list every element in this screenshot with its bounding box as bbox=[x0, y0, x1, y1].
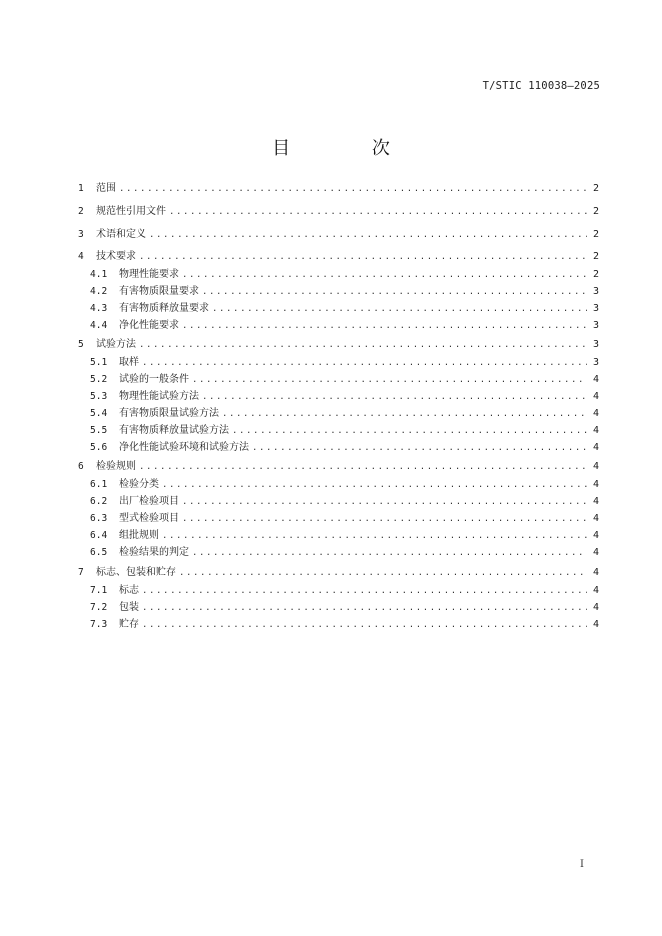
toc-entry-number: 5.2 bbox=[90, 374, 108, 385]
toc-entry-page: 2 bbox=[592, 251, 599, 262]
toc-entry-page: 4 bbox=[592, 619, 599, 630]
toc-entry-label: 有害物质限量要求 bbox=[119, 286, 199, 297]
toc-entry-label: 净化性能要求 bbox=[119, 320, 179, 331]
toc-leader-dots bbox=[139, 460, 587, 474]
toc-entry-label: 标志、包装和贮存 bbox=[96, 567, 176, 578]
toc-entry-number: 7.2 bbox=[90, 602, 108, 613]
toc-entry-page: 4 bbox=[592, 461, 599, 472]
toc-entry[interactable] bbox=[90, 512, 599, 526]
toc-entry-page: 4 bbox=[592, 585, 599, 596]
toc-entry-label: 检验结果的判定 bbox=[119, 547, 189, 558]
toc-entry[interactable] bbox=[78, 338, 599, 352]
toc-entry-page: 4 bbox=[592, 513, 599, 524]
toc-entry-label: 取样 bbox=[119, 357, 139, 368]
toc-leader-dots bbox=[192, 546, 587, 560]
toc-entry-number: 1 bbox=[78, 183, 84, 194]
toc-entry-number: 5.5 bbox=[90, 425, 108, 436]
toc-leader-dots bbox=[182, 512, 587, 526]
toc-entry[interactable] bbox=[90, 441, 599, 455]
toc-entry-page: 2 bbox=[592, 269, 599, 280]
toc-leader-dots bbox=[182, 268, 587, 282]
toc-entry-label: 组批规则 bbox=[119, 530, 159, 541]
toc-entry-label: 有害物质限量试验方法 bbox=[119, 408, 219, 419]
toc-leader-dots bbox=[142, 356, 587, 370]
toc-leader-dots bbox=[252, 441, 587, 455]
toc-leader-dots bbox=[142, 584, 587, 598]
toc-entry[interactable] bbox=[78, 566, 599, 580]
toc-entry-page: 4 bbox=[592, 602, 599, 613]
toc-entry[interactable] bbox=[90, 529, 599, 543]
toc-entry-label: 有害物质释放量试验方法 bbox=[119, 425, 229, 436]
toc-leader-dots bbox=[232, 424, 587, 438]
toc-entry[interactable] bbox=[78, 182, 599, 196]
toc-entry[interactable] bbox=[90, 356, 599, 370]
toc-entry-page: 4 bbox=[592, 374, 599, 385]
toc-entry-number: 5.6 bbox=[90, 442, 108, 453]
toc-leader-dots bbox=[179, 566, 587, 580]
toc-entry-label: 范围 bbox=[96, 183, 116, 194]
toc-leader-dots bbox=[162, 478, 587, 492]
toc-leader-dots bbox=[182, 495, 587, 509]
toc-entry[interactable] bbox=[90, 584, 599, 598]
toc-entry-page: 4 bbox=[592, 479, 599, 490]
page-number: I bbox=[580, 859, 584, 870]
toc-entry-label: 试验方法 bbox=[96, 339, 136, 350]
toc-leader-dots bbox=[142, 601, 587, 615]
toc-entry-page: 3 bbox=[592, 357, 599, 368]
toc-leader-dots bbox=[162, 529, 587, 543]
toc-entry-label: 检验分类 bbox=[119, 479, 159, 490]
toc-entry-number: 2 bbox=[78, 206, 84, 217]
document-code: T/STIC 110038—2025 bbox=[482, 80, 600, 92]
toc-entry-number: 6 bbox=[78, 461, 84, 472]
toc-leader-dots bbox=[202, 390, 587, 404]
toc-entry-page: 4 bbox=[592, 547, 599, 558]
toc-entry[interactable] bbox=[90, 495, 599, 509]
toc-entry[interactable] bbox=[78, 250, 599, 264]
toc-entry-page: 4 bbox=[592, 425, 599, 436]
toc-entry-number: 5 bbox=[78, 339, 84, 350]
toc-leader-dots bbox=[139, 338, 587, 352]
toc-entry-number: 4 bbox=[78, 251, 84, 262]
toc-entry-label: 检验规则 bbox=[96, 461, 136, 472]
toc-leader-dots bbox=[192, 373, 587, 387]
toc-entry[interactable] bbox=[90, 407, 599, 421]
toc-entry-label: 包装 bbox=[119, 602, 139, 613]
toc-leader-dots bbox=[222, 407, 587, 421]
toc-leader-dots bbox=[142, 618, 587, 632]
toc-leader-dots bbox=[169, 205, 587, 219]
toc-entry[interactable] bbox=[90, 618, 599, 632]
toc-leader-dots bbox=[139, 250, 587, 264]
toc-entry-number: 7.3 bbox=[90, 619, 108, 630]
toc-entry-number: 3 bbox=[78, 229, 84, 240]
toc-entry-label: 出厂检验项目 bbox=[119, 496, 179, 507]
toc-entry[interactable] bbox=[90, 319, 599, 333]
toc-entry-number: 6.2 bbox=[90, 496, 108, 507]
toc-entry-page: 3 bbox=[592, 286, 599, 297]
toc-entry-label: 物理性能要求 bbox=[119, 269, 179, 280]
toc-entry-number: 4.3 bbox=[90, 303, 108, 314]
toc-entry-number: 4.2 bbox=[90, 286, 108, 297]
toc-leader-dots bbox=[119, 182, 587, 196]
toc-leader-dots bbox=[182, 319, 587, 333]
toc-entry[interactable] bbox=[78, 228, 599, 242]
toc-entry[interactable] bbox=[90, 373, 599, 387]
toc-entry-label: 术语和定义 bbox=[96, 229, 146, 240]
toc-entry-page: 3 bbox=[592, 320, 599, 331]
toc-entry-page: 2 bbox=[592, 206, 599, 217]
toc-entry-page: 4 bbox=[592, 567, 599, 578]
toc-entry-label: 贮存 bbox=[119, 619, 139, 630]
toc-entry[interactable] bbox=[90, 390, 599, 404]
toc-entry-page: 3 bbox=[592, 303, 599, 314]
toc-entry[interactable] bbox=[78, 460, 599, 474]
toc-entry[interactable] bbox=[90, 546, 599, 560]
toc-entry-label: 技术要求 bbox=[96, 251, 136, 262]
toc-entry-label: 物理性能试验方法 bbox=[119, 391, 199, 402]
toc-entry-number: 5.3 bbox=[90, 391, 108, 402]
toc-entry[interactable] bbox=[90, 424, 599, 438]
toc-leader-dots bbox=[212, 302, 587, 316]
toc-entry-label: 型式检验项目 bbox=[119, 513, 179, 524]
toc-entry-number: 5.1 bbox=[90, 357, 108, 368]
toc-entry-number: 6.4 bbox=[90, 530, 108, 541]
toc-entry-number: 7.1 bbox=[90, 585, 108, 596]
toc-leader-dots bbox=[202, 285, 587, 299]
page-title: 目 次 bbox=[272, 138, 428, 159]
toc-entry-page: 3 bbox=[592, 339, 599, 350]
toc-entry-label: 净化性能试验环境和试验方法 bbox=[119, 442, 249, 453]
toc-entry-number: 6.3 bbox=[90, 513, 108, 524]
toc-entry-number: 6.1 bbox=[90, 479, 108, 490]
toc-leader-dots bbox=[149, 228, 587, 242]
toc-entry-label: 规范性引用文件 bbox=[96, 206, 166, 217]
toc-entry[interactable] bbox=[90, 601, 599, 615]
toc-entry-number: 5.4 bbox=[90, 408, 108, 419]
toc-entry-label: 试验的一般条件 bbox=[119, 374, 189, 385]
toc-entry-number: 4.1 bbox=[90, 269, 108, 280]
toc-entry-page: 4 bbox=[592, 442, 599, 453]
toc-entry-number: 7 bbox=[78, 567, 84, 578]
toc-entry-page: 4 bbox=[592, 496, 599, 507]
toc-entry-label: 标志 bbox=[119, 585, 139, 596]
toc-entry[interactable] bbox=[90, 268, 599, 282]
toc-entry[interactable] bbox=[90, 285, 599, 299]
toc-entry[interactable] bbox=[90, 478, 599, 492]
toc-entry-page: 4 bbox=[592, 391, 599, 402]
toc-entry[interactable] bbox=[90, 302, 599, 316]
toc-entry[interactable] bbox=[78, 205, 599, 219]
toc-entry-label: 有害物质释放量要求 bbox=[119, 303, 209, 314]
toc-entry-page: 2 bbox=[592, 183, 599, 194]
toc-entry-page: 4 bbox=[592, 530, 599, 541]
toc-entry-number: 4.4 bbox=[90, 320, 108, 331]
toc-entry-page: 4 bbox=[592, 408, 599, 419]
toc-entry-page: 2 bbox=[592, 229, 599, 240]
toc-entry-number: 6.5 bbox=[90, 547, 108, 558]
